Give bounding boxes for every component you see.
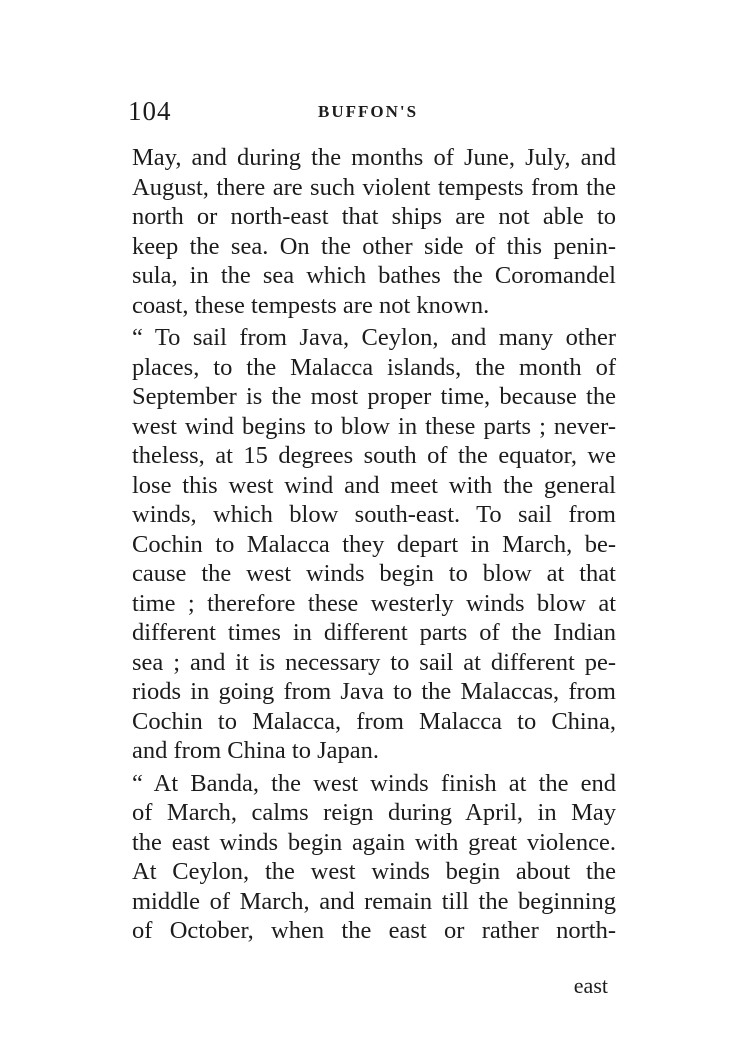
text-line: “ At Banda, the west winds finish at the end <box>132 769 616 797</box>
text-line: and from China to Japan. <box>132 737 379 764</box>
text-line: of March, calms reign during April, in May <box>132 799 616 826</box>
text-line: “ To sail from Java, Ceylon, and many other <box>132 324 616 351</box>
text-line: riods in going from Java to the Malaccas, from <box>132 678 616 705</box>
text-line: lose this west wind and meet with the general <box>132 471 616 499</box>
text-line: May, and during the months of June, July, and <box>132 144 616 171</box>
text-line: the east winds begin again with great violence. <box>132 828 616 856</box>
text-line: At Ceylon, the west winds begin about the <box>132 858 616 885</box>
text-line: different times in different parts of the Indian <box>132 619 616 646</box>
text-line: August, there are such violent tempests from the <box>132 173 616 201</box>
page-number: 104 <box>128 96 172 126</box>
text-line: coast, these tempests are not known. <box>132 291 490 319</box>
text-line: north or north-east that ships are not able to <box>132 203 616 230</box>
text-line: of October, when the east or rather north- <box>132 917 616 944</box>
text-line: September is the most proper time, because the <box>132 383 616 410</box>
text-line: sea ; and it is necessary to sail at different pe- <box>132 648 616 676</box>
text-line: Cochin to Malacca they depart in March, be- <box>132 530 616 558</box>
text-line: cause the west winds begin to blow at that <box>132 560 616 587</box>
running-head: BUFFON'S <box>318 102 419 121</box>
body-text <box>132 143 616 946</box>
text-line: places, to the Malacca islands, the month of <box>132 353 616 381</box>
text-line: winds, which blow south-east. To sail from <box>132 501 616 528</box>
page-header <box>128 96 614 126</box>
text-line: west wind begins to blow in these parts ; never- <box>132 412 616 440</box>
text-line: middle of March, and remain till the beginning <box>132 887 616 915</box>
text-line: sula, in the sea which bathes the Coromandel <box>132 262 616 289</box>
text-line: Cochin to Malacca, from Malacca to China, <box>132 707 616 735</box>
text-line: keep the sea. On the other side of this penin- <box>132 232 616 260</box>
text-line: theless, at 15 degrees south of the equator, we <box>132 442 616 469</box>
catchword: east <box>573 973 608 998</box>
text-line: time ; therefore these westerly winds blow at <box>132 589 616 617</box>
